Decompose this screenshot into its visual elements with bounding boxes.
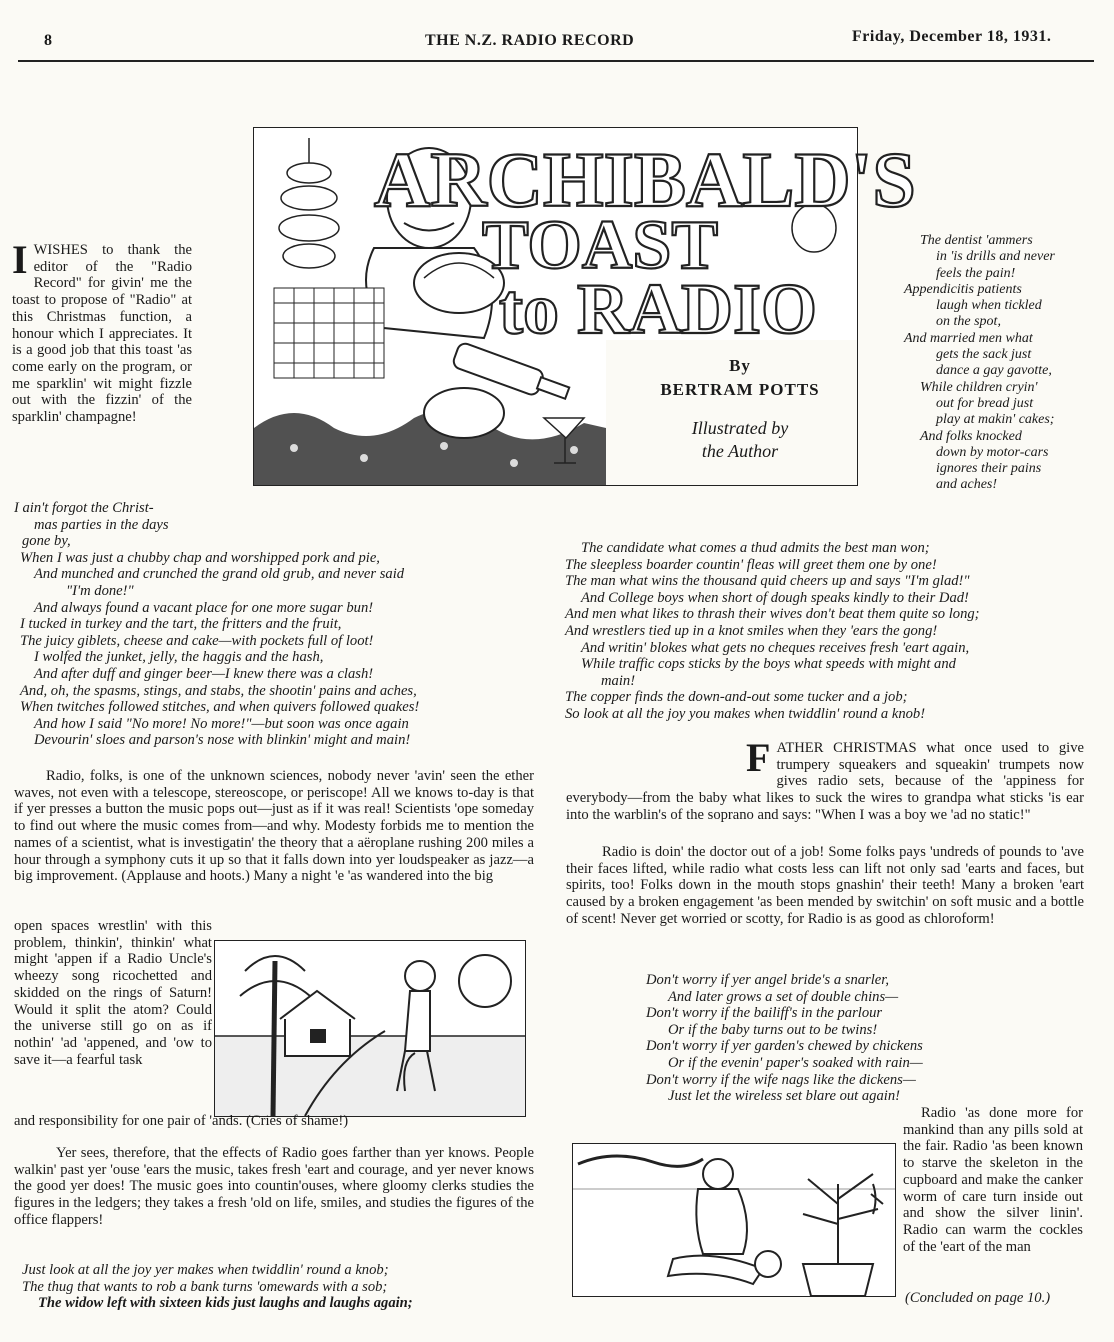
continued-notice: (Concluded on page 10.) [905,1290,1051,1306]
verse-line: mas parties in the days [34,516,169,533]
verse-line: Don't worry if yer garden's chewed by chickens [646,1038,923,1055]
verse-line: Don't worry if the bailiff's in the parlour [646,1005,883,1022]
verse-line: play at makin' cakes; [936,412,1055,428]
right-body-p3: Radio 'as done more for mankind than any pills sold at the fair. Radio 'as been known to starve the skeleton in the cupboard and make the canker worm of care turn inside out and show the silver linin'. Radio can warm the cockles of the 'eart of the man [903,1105,1083,1255]
verse-left-end [22,1262,542,1312]
verse-line: And how I said "No more! No more!"—but soon was once again [34,715,409,732]
verse-line: Just look at all the joy yer makes when twiddlin' round a knob; [22,1262,389,1278]
verse-line: The dentist 'ammers [920,233,1033,248]
skeleton-illustration [572,1143,896,1297]
verse-line: Or if the baby turns out to be twins! [668,1021,878,1038]
title-line-3: to RADIO [499,269,817,349]
right-body-p2: Radio is doin' the doctor out of a job! Some folks pays 'undreds of pounds to 'ave their faces lifted, while radio what costs less can lift not only sad 'earts and faces, but spirits, too! Folks down in the mouth stops gnashin' their teeth! Many a broken 'eart caused by a broken engagement 'as been mended by switchin' on soft music and a bottle of scent! Never get worried or scotty, for Radio is as good as chloroform! [566,844,1084,927]
masthead: THE N.Z. RADIO RECORD [425,32,635,49]
verse-line: And folks knocked [920,428,1022,444]
verse-line: Or if the evenin' paper's soaked with rain— [668,1054,923,1071]
left-body-p2: Yer sees, therefore, that the effects of Radio goes farther than yer knows. People walkin' past yer 'ouse 'ears the music, takes fresh 'eart and courage, and yer never knows the good yer does! The music goes into countin'ouses, where gloomy clerks studies the figures in the ledgers; they takes a fresh 'old on life, smiles, and studies the figures of the office flappers! [14,1145,534,1228]
header-rule [18,60,1094,62]
verse-left [14,500,554,749]
verse-line: The copper finds the down-and-out some tucker and a job; [565,689,908,706]
verse-line: And always found a vacant place for one more sugar bun! [34,599,374,616]
byline-illustrated-1: Illustrated by [691,418,789,438]
verse-line: I tucked in turkey and the tart, the fritters and the fruit, [20,616,342,633]
verse-right-top [900,233,1094,494]
moon-illustration [214,940,526,1117]
intro-text: WISHES to thank the editor of the "Radio Record" for givin' me the toast to propose of "Radio" at this Christmas function, a honour which I appreciates. It is a good job that this toast 'as come early on the program, or me sparklin' wit might fizzle out with the fizzin' of the sparklin' champagne! [12,242,192,426]
verse-line: So look at all the joy you makes when twiddlin' round a knob! [565,705,926,722]
title-line-2: TOAST [482,207,719,284]
verse-line: Devourin' sloes and parson's nose with blinkin' might and main! [34,732,411,749]
verse-line: When twitches followed stitches, and when quivers followed quakes! [20,699,420,716]
verse-line: laugh when tickled [936,298,1042,314]
intro-dropcap: I [12,237,28,282]
byline-author: BERTRAM POTTS [660,380,820,399]
verse-line: I wolfed the junket, jelly, the haggis and the hash, [34,649,324,666]
byline [630,356,850,462]
verse-line: And later grows a set of double chins— [668,988,899,1005]
verse-line: gets the sack just [936,347,1032,363]
verse-line: The sleepless boarder countin' fleas will greet them one by one! [565,556,937,573]
verse-line: "I'm done!" [66,582,134,599]
verse-line: And writin' blokes what gets no cheques receives fresh 'eart again, [581,639,970,656]
verse-line: The thug that wants to rob a bank turns 'omewards with a sob; [22,1278,388,1295]
verse-line: And men what likes to thrash their wives don't beat them quite so long; [565,606,980,623]
verse-line: And married men what [904,330,1033,346]
right-body-p1-text: ATHER CHRISTMAS what once used to give trumpery squeakers and squeakin' trumpets now gives radio sets, because of the 'appiness for everybody—from the baby what likes to suck the wires to grandpa what sticks 'is ear into the warblin's of the soprano and says: "When I was a boy we 'ad no static!" [566,740,1084,823]
page-number: 8 [44,32,53,49]
verse-line: And College boys when short of dough speaks kindly to their Dad! [581,589,969,606]
verse-line: down by motor-cars [936,444,1049,460]
verse-line: The man what wins the thousand quid cheers up and says "I'm glad!" [565,573,970,590]
verse-line: And after duff and ginger beer—I knew there was a clash! [34,665,374,682]
byline-illustrated-2: the Author [701,441,779,461]
right-body-p1 [566,735,1084,824]
verse-line: I ain't forgot the Christ- [14,500,154,516]
verse-line: Just let the wireless set blare out again! [668,1088,900,1105]
left-body-p1-end: and responsibility for one pair of 'ands. (Cries of shame!) [14,1113,349,1129]
verse-line: and aches! [936,477,998,493]
issue-date: Friday, December 18, 1931. [852,28,1052,45]
verse-line: And munched and crunched the grand old grub, and never said [34,566,405,583]
right-dropcap: F [746,735,771,780]
byline-by: By [729,356,751,375]
verse-line: on the spot, [936,314,1001,330]
verse-line: The juicy giblets, cheese and cake—with pockets full of loot! [20,632,374,649]
verse-line: gone by, [22,533,71,550]
verse-line: Don't worry if the wife nags like the dickens— [646,1071,916,1088]
verse-line: dance a gay gavotte, [936,363,1052,379]
verse-line: feels the pain! [936,265,1016,281]
left-body-p1: Radio, folks, is one of the unknown sciences, nobody never 'avin' seen the ether waves, not even with a telescope, stereoscope, or periscope! All we knows to-day is that if yer presses a button the music pops out—just as if it was real! Scientists 'ope someday to find out where the music comes from—and why. Modesty forbids me to mention the names of a scientist, what is investigatin' the theory that a aëroplane rushing 200 miles a hour through a symphony cuts it up so that it falls down into yer loudspeaker as jazz—a big improvement. (Applause and hoots.) Many a night 'e 'as wandered into the big [14,768,534,885]
verse-line: main! [601,672,636,689]
verse-line: When I was just a chubby chap and worshipped pork and pie, [20,549,380,566]
intro-paragraph [12,237,192,426]
verse-line: Appendicitis patients [904,281,1022,297]
verse-line: While children cryin' [920,379,1038,395]
verse-line: While traffic cops sticks by the boys what speeds with might and [581,656,956,673]
verse-line: The candidate what comes a thud admits the best man won; [581,540,930,556]
verse-line: in 'is drills and never [936,249,1055,265]
verse-line: And, oh, the spasms, stings, and stabs, the shootin' pains and aches, [20,682,417,699]
verse-line: out for bread just [936,395,1034,411]
verse-line: Don't worry if yer angel bride's a snarler, [646,972,889,988]
title-line-1: ARCHIBALD'S [374,136,916,223]
right-verse [646,972,1046,1105]
verse-line: ignores their pains [936,461,1042,477]
verse-right-mid [565,540,1095,723]
skeleton-illustration-art [573,1144,895,1296]
left-body-p1-wrap: open spaces wrestlin' with this problem, thinkin', thinkin' what might 'appen if a Radio Uncle's wheezy song ricochetted and skidded on the rings of Saturn! Would it split the atom? Could the universe still go on as if nothin' 'ad 'appened, and 'ow to save it—a fearful task [14,918,212,1068]
verse-line: And wrestlers tied up in a knot smiles when they 'ears the gong! [565,622,938,639]
verse-line: The widow left with sixteen kids just laughs and laughs again; [38,1295,413,1312]
moon-illustration-art [215,941,525,1116]
